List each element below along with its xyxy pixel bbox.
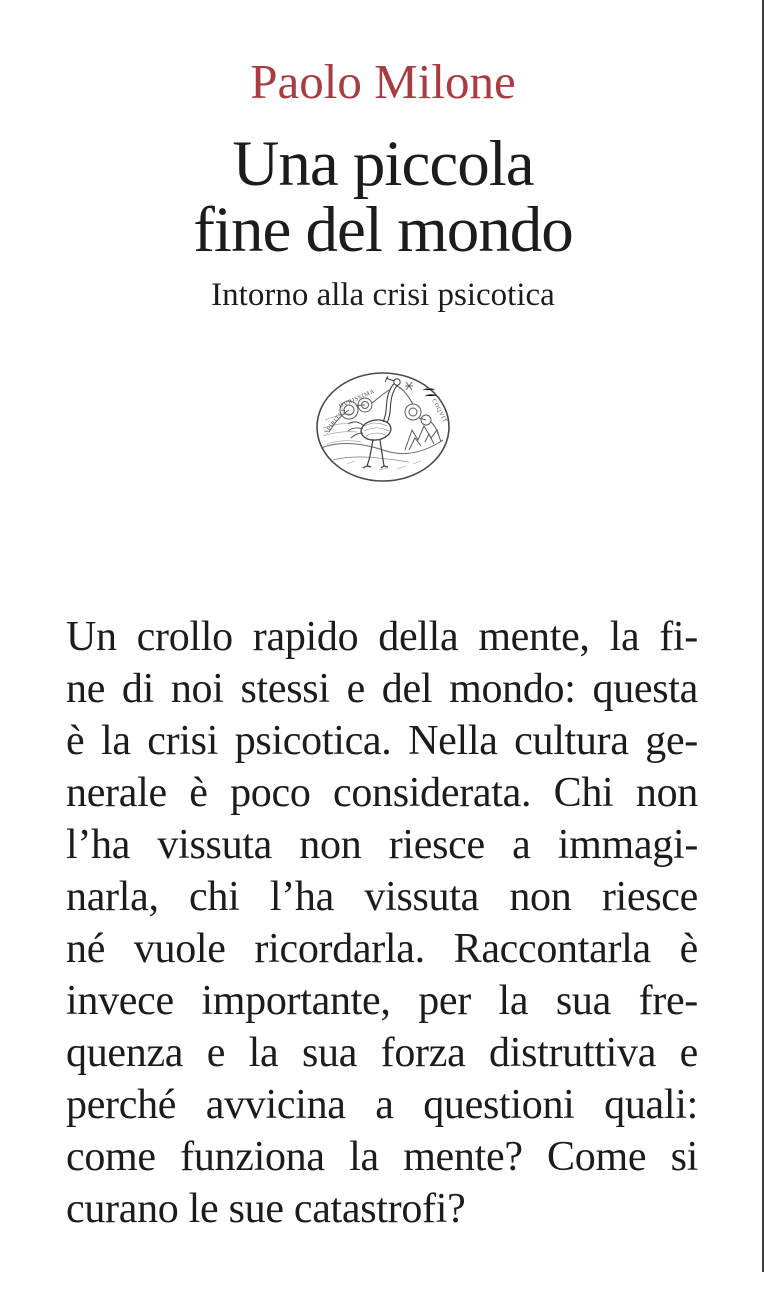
blurb-line: l’ha vissuta non riesce a immagi- (66, 822, 698, 868)
book-title-line-2: fine del mondo (193, 194, 573, 266)
author-name: Paolo Milone (250, 54, 516, 109)
book-title (0, 128, 766, 266)
publisher-emblem (313, 368, 453, 486)
ostrich-emblem-icon (313, 368, 453, 486)
blurb-line: perché avvicina a questioni quali: (66, 1082, 698, 1128)
blurb-line: curano le sue catastrofi? (66, 1186, 466, 1232)
book-subtitle: Intorno alla crisi psicotica (211, 277, 555, 313)
blurb-line: narla, chi l’ha vissuta non riesce (66, 874, 698, 920)
emblem-motto-word-coquit: COQVIT (430, 398, 448, 425)
blurb-line: come funziona la mente? Come si (66, 1134, 698, 1180)
emblem-motto-word-durissima: DVRISSIMA (338, 388, 376, 410)
blurb-paragraph (66, 611, 698, 1235)
blurb-line: né vuole ricordarla. Raccontarla è (66, 926, 698, 972)
emblem-motto-word-spiritus: SPIRITVS (323, 407, 348, 436)
blurb-line: è la crisi psicotica. Nella cultura ge- (66, 718, 698, 764)
blurb-line: Un crollo rapido della mente, la fi- (66, 614, 698, 660)
book-title-line-1: Una piccola (232, 128, 534, 200)
blurb-line: invece importante, per la sua fre- (66, 978, 698, 1024)
blurb-line: nerale è poco considerata. Chi non (66, 770, 698, 816)
blurb-line: ne di noi stessi e del mondo: questa (66, 666, 698, 712)
blurb-line: quenza e la sua forza distruttiva e (66, 1030, 698, 1076)
